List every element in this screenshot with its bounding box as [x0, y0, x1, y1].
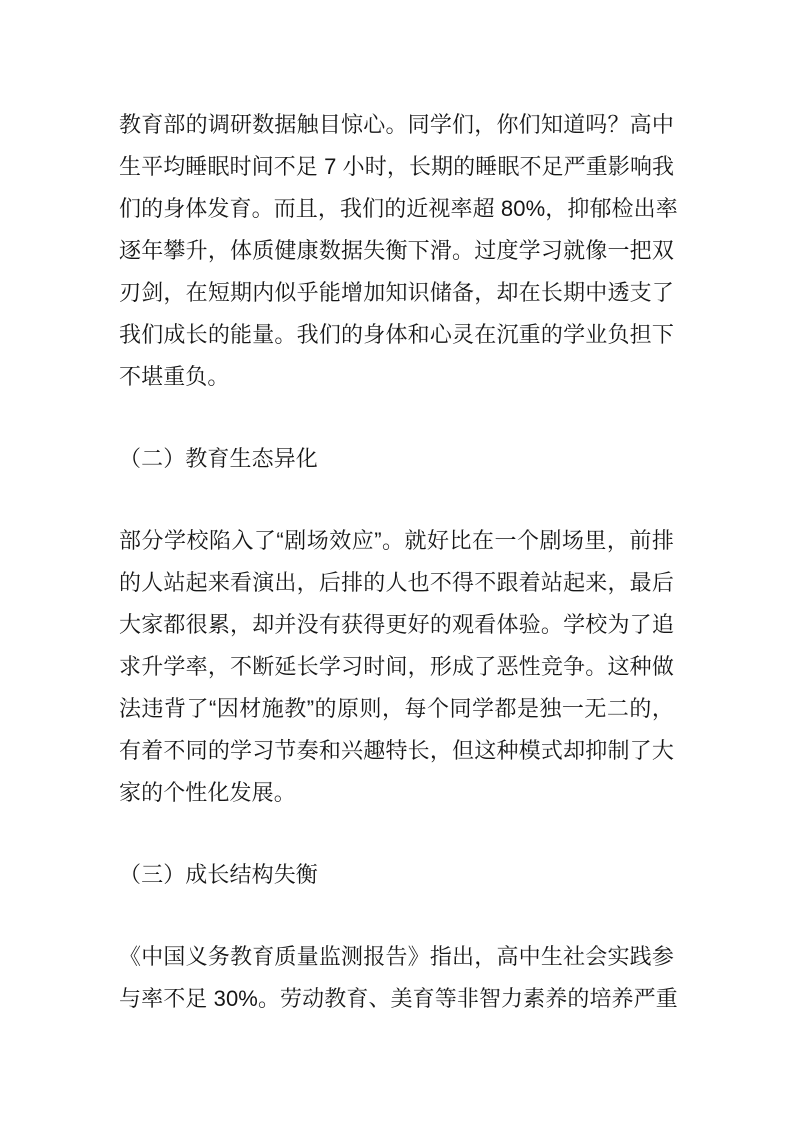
text-line: 教育部的调研数据触目惊心。同学们，你们知道吗？高中 — [119, 112, 674, 137]
text-line: 们的身体发育。而且，我们的近视率超 80%，抑郁检出率 — [119, 196, 678, 221]
text-line: 法违背了“因材施教”的原则，每个同学都是独一无二的， — [119, 696, 674, 721]
text-line: 我们成长的能量。我们的身体和心灵在沉重的学业负担下 — [119, 322, 674, 347]
text-line: 《中国义务教育质量监测报告》指出，高中生社会实践参 — [119, 944, 674, 969]
paragraph-overwork-data — [119, 104, 678, 398]
text-line: 家的个性化发展。 — [119, 780, 296, 805]
text-line: 逐年攀升，体质健康数据失衡下滑。过度学习就像一把双 — [119, 238, 674, 263]
text-line: 求升学率，不断延长学习时间，形成了恶性竞争。这种做 — [119, 654, 674, 679]
text-line: 部分学校陷入了“剧场效应”。就好比在一个剧场里，前排 — [119, 528, 674, 553]
text-line: 生平均睡眠时间不足 7 小时，长期的睡眠不足严重影响我 — [119, 154, 675, 179]
paragraph-growth-imbalance — [119, 936, 678, 1020]
paragraph-theater-effect — [119, 520, 674, 814]
text-line: 有着不同的学习节奏和兴趣特长，但这种模式却抑制了大 — [119, 738, 674, 763]
text-line: 的人站起来看演出，后排的人也不得不跟着站起来，最后 — [119, 570, 674, 595]
text-line: 大家都很累，却并没有获得更好的观看体验。学校为了追 — [119, 612, 674, 637]
text-line: 与率不足 30%。劳动教育、美育等非智力素养的培养严重 — [119, 986, 678, 1011]
text-line: 不堪重负。 — [119, 364, 230, 389]
section-heading-3: （三）成长结构失衡 — [119, 862, 318, 887]
section-heading-2: （二）教育生态异化 — [119, 446, 318, 471]
text-line: 刃剑，在短期内似乎能增加知识储备，却在长期中透支了 — [119, 280, 674, 305]
